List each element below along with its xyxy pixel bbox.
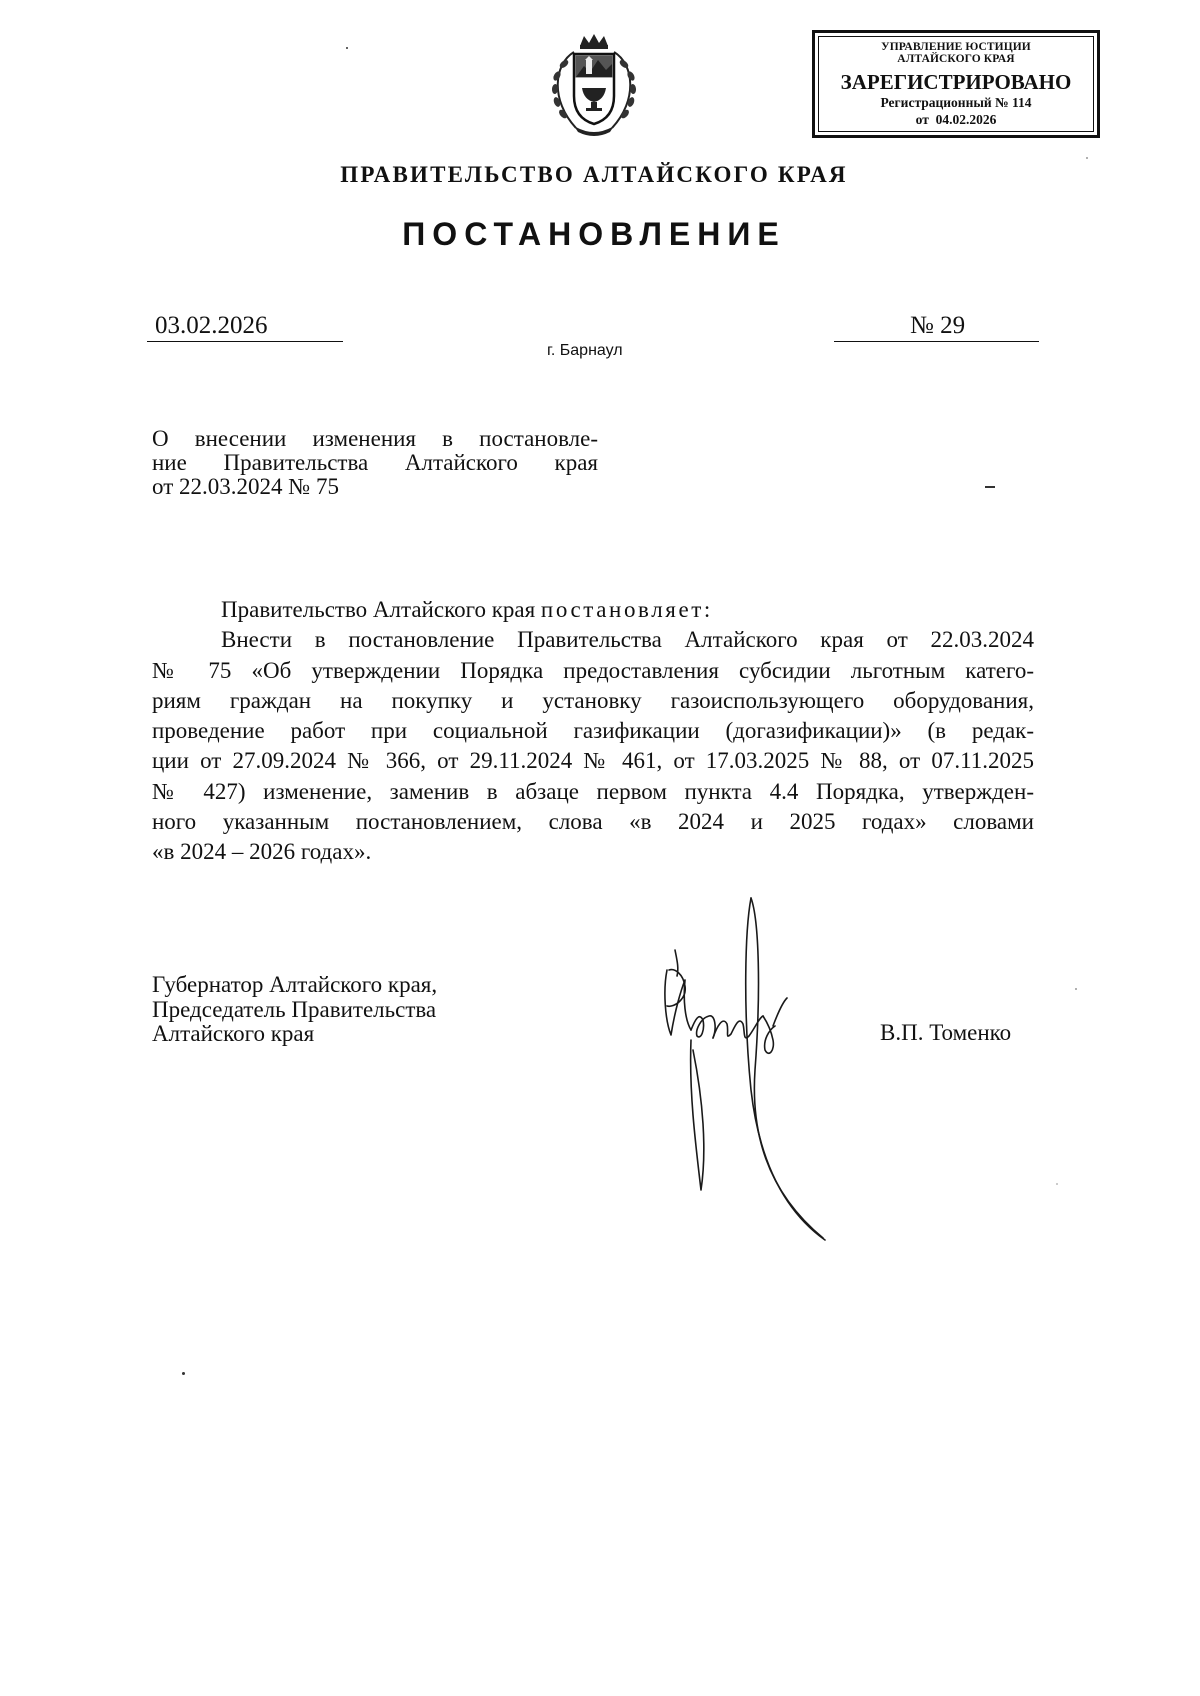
body-line: № 75 «Об утверждении Порядка предоставления субсидии льготным катего-	[152, 657, 1034, 683]
document-kind-title: ПОСТАНОВЛЕНИЕ	[402, 216, 786, 252]
body-line: риям граждан на покупку и установку газоиспользующего оборудования,	[152, 687, 1034, 713]
stamp-organization	[815, 41, 1097, 65]
signer-title-line: Губернатор Алтайского края,	[152, 972, 438, 997]
signer-name: В.П. Томенко	[880, 1020, 1012, 1045]
stamp-organization-line2: АЛТАЙСКОГО КРАЯ	[897, 53, 1015, 65]
document-number: № 29	[834, 311, 1039, 342]
subject-line: ние Правительства Алтайского края	[152, 450, 598, 475]
preamble-text: Правительство Алтайского края	[221, 597, 541, 622]
signer-title-line: Алтайского края	[152, 1021, 315, 1046]
scan-speck	[182, 1372, 185, 1375]
coat-of-arms-icon	[540, 30, 648, 140]
document-body	[152, 595, 1034, 868]
document-date: 03.02.2026	[147, 311, 343, 342]
preamble	[152, 595, 1034, 625]
body-line: № 427) изменение, заменив в абзаце первом пункта 4.4 Порядка, утвержден-	[152, 778, 1034, 804]
body-line: Внести в постановление Правительства Алтайского края от 22.03.2024	[221, 627, 1034, 653]
body-line: ного указанным постановлением, слова «в 2024 и 2025 годах» словами	[152, 809, 1034, 835]
subject-line: О внесении изменения в постановле-	[152, 426, 598, 451]
government-title: ПРАВИТЕЛЬСТВО АЛТАЙСКОГО КРАЯ	[340, 162, 848, 187]
scan-speck	[1075, 988, 1077, 990]
scan-speck	[1056, 1183, 1058, 1185]
stamp-reg-date: от 04.02.2026	[915, 112, 997, 127]
body-line: «в 2024 – 2026 годах».	[152, 839, 372, 865]
document-subject	[152, 427, 598, 499]
handwritten-signature-icon	[655, 890, 845, 1250]
signer-title	[152, 973, 437, 1047]
subject-line: от 22.03.2024 № 75	[152, 474, 339, 499]
stamp-organization-line1: УПРАВЛЕНИЕ ЮСТИЦИИ	[881, 41, 1031, 53]
scan-speck	[985, 486, 995, 488]
body-line: ции от 27.09.2024 № 366, от 29.11.2024 № 461, от 17.03.2025 № 88, от 07.11.2025	[152, 748, 1034, 774]
signer-title-line: Председатель Правительства	[152, 996, 437, 1022]
body-line: проведение работ при социальной газификации (догазификации)» (в редак-	[152, 718, 1034, 744]
stamp-reg-number: Регистрационный № 114	[880, 95, 1032, 110]
preamble-verb: постановляет:	[540, 597, 713, 622]
registration-stamp	[812, 30, 1100, 138]
document-city: г. Барнаул	[547, 342, 623, 359]
scan-speck	[1086, 157, 1088, 159]
scan-speck	[346, 47, 348, 49]
stamp-status: ЗАРЕГИСТРИРОВАНО	[840, 70, 1072, 94]
